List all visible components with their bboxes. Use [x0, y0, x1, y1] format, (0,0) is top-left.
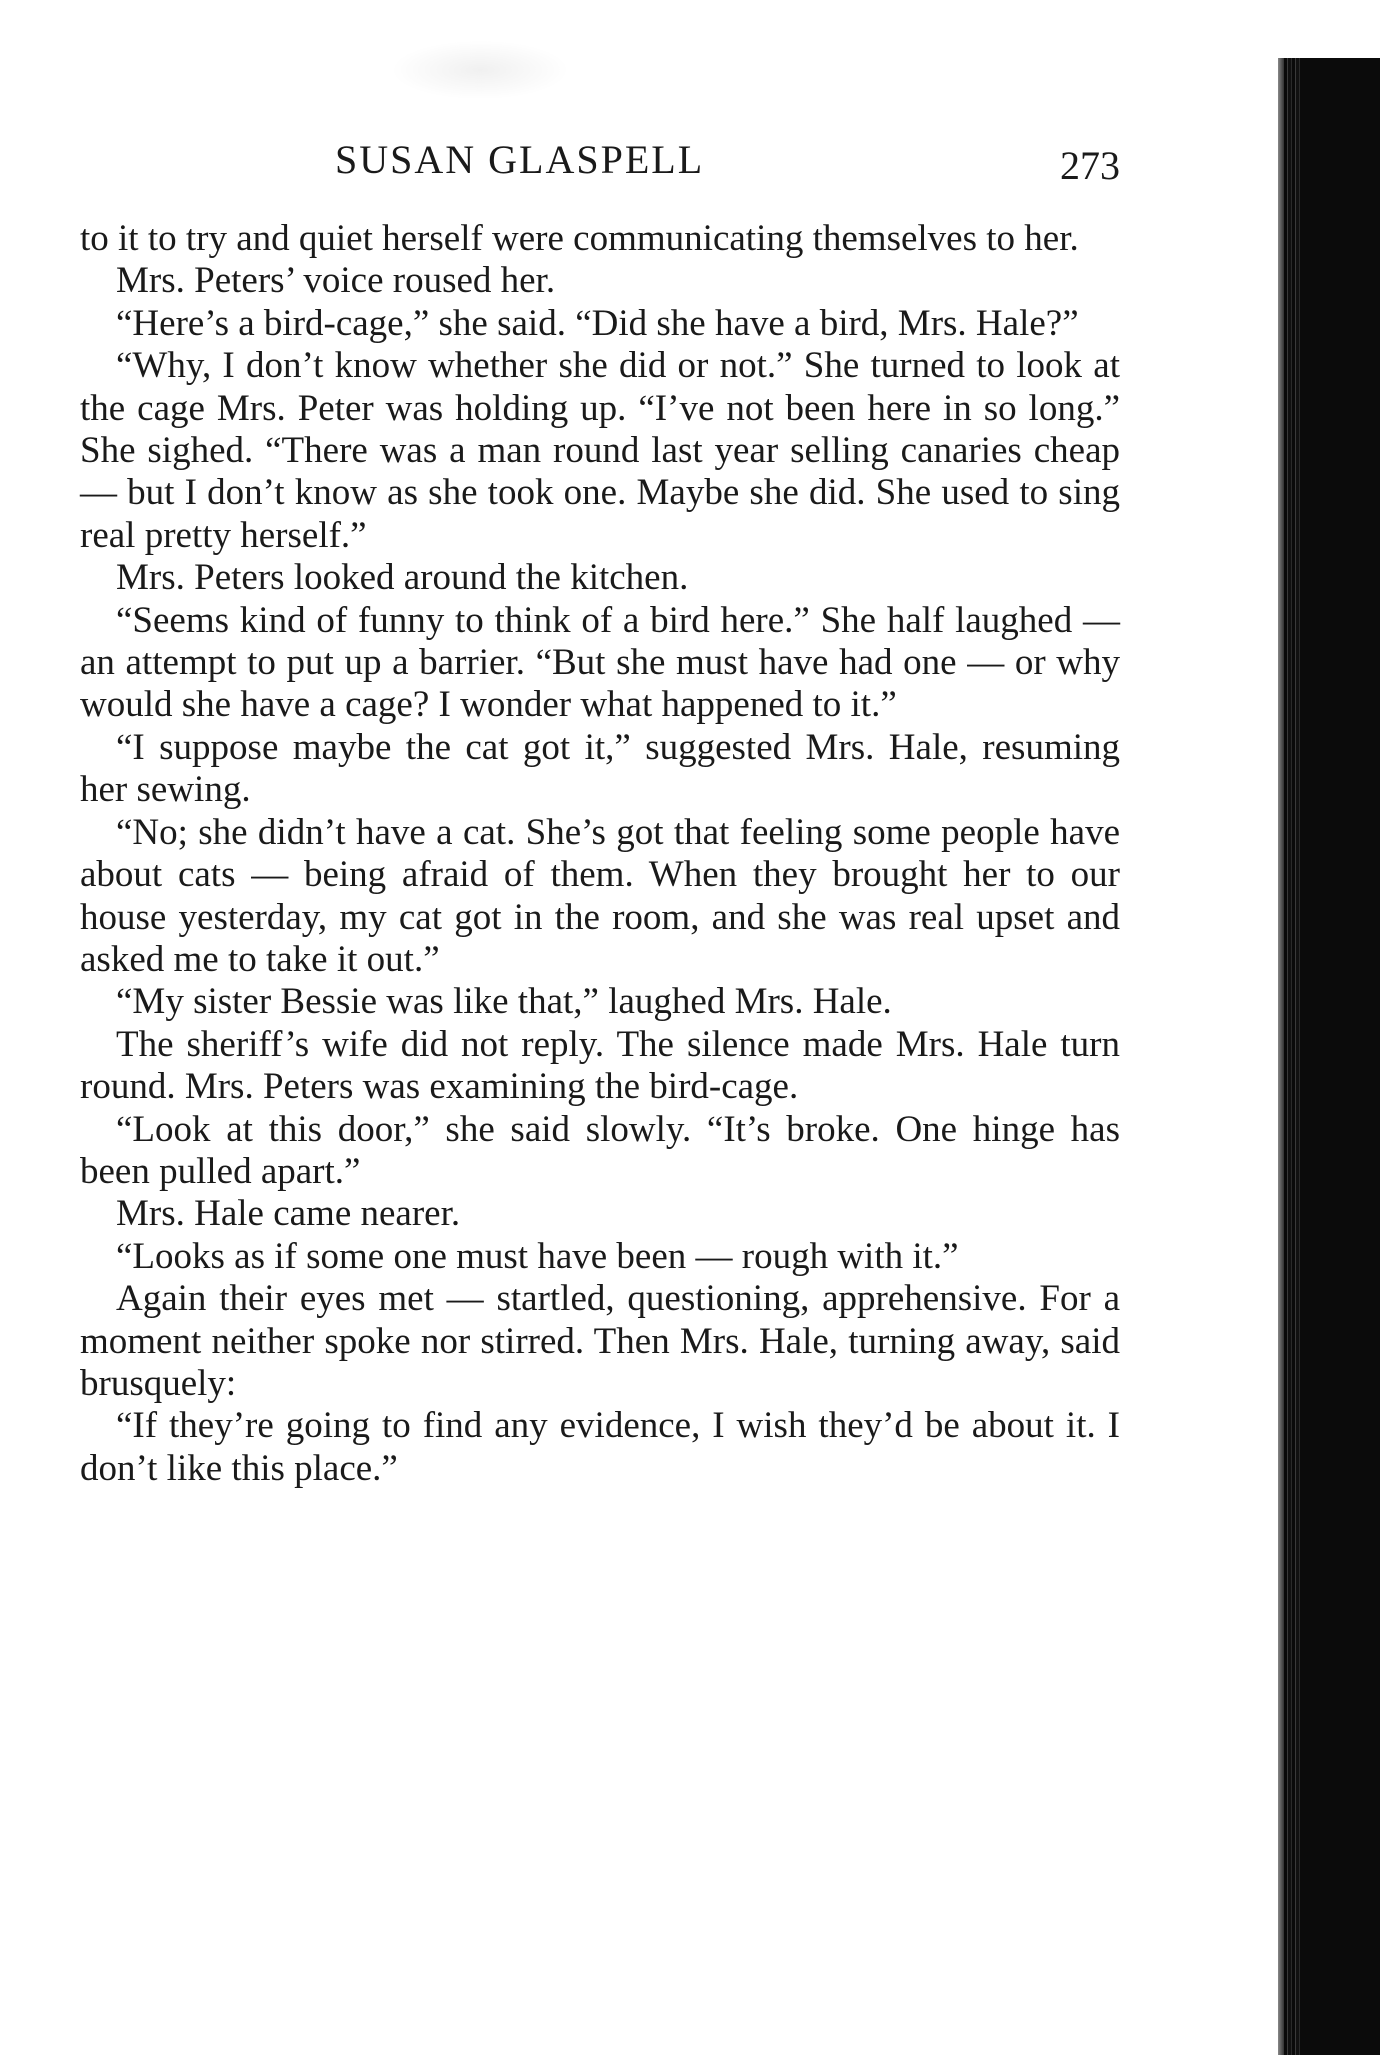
print-smudge: [390, 40, 570, 100]
scanned-page-edge-highlight: [1278, 58, 1284, 2055]
paragraph: “My sister Bessie was like that,” laughed Mrs. Hale.: [116, 981, 892, 1023]
page-number: 273: [1060, 143, 1120, 188]
paragraph: “Why, I don’t know whether she did or not.” She turned to look at the cage Mrs. Peter was holding up. “I’ve not been here in so long.” She sighed. “There was a man round last year selling canaries cheap — but I don’t know as she took one. Maybe she did. She used to sing real pretty herself.”: [80, 345, 1120, 556]
paragraph: Mrs. Peters looked around the kitchen.: [116, 557, 689, 599]
running-head: SUSAN GLASPELL: [335, 137, 705, 182]
paragraph: Mrs. Peters’ voice roused her.: [116, 260, 556, 302]
body-text: [80, 218, 1120, 1490]
paragraph: Again their eyes met — startled, questioning, apprehensive. For a moment neither spoke nor stirred. Then Mrs. Hale, turning away, said brusquely:: [80, 1278, 1120, 1404]
paragraph: “Looks as if some one must have been — rough with it.”: [116, 1235, 959, 1277]
paragraph: “Here’s a bird-cage,” she said. “Did she have a bird, Mrs. Hale?”: [116, 302, 1079, 344]
paragraph: “If they’re going to find any evidence, I wish they’d be about it. I don’t like this place.”: [80, 1405, 1120, 1489]
paragraph: The sheriff’s wife did not reply. The silence made Mrs. Hale turn round. Mrs. Peters was examining the bird-cage.: [80, 1023, 1120, 1108]
scanned-page-edge-shadow: [1300, 58, 1380, 2055]
paragraph: “Seems kind of funny to think of a bird here.” She half laughed — an attempt to put up a barrier. “But she must have had one — or why would she have a cage? I wonder what happened to it.”: [80, 599, 1120, 726]
paragraph: “Look at this door,” she said slowly. “It’s broke. One hinge has been pulled apart.”: [80, 1108, 1120, 1192]
page-header: [80, 136, 1120, 196]
paragraph: “I suppose maybe the cat got it,” suggested Mrs. Hale, resuming her sewing.: [80, 726, 1120, 811]
paragraph: Mrs. Hale came nearer.: [116, 1193, 461, 1235]
paragraph: “No; she didn’t have a cat. She’s got that feeling some people have about cats — being afraid of them. When they brought her to our house yesterday, my cat got in the room, and she was real upset and asked me to take it out.”: [80, 811, 1120, 980]
paragraph: to it to try and quiet herself were communicating themselves to her.: [80, 218, 1079, 259]
